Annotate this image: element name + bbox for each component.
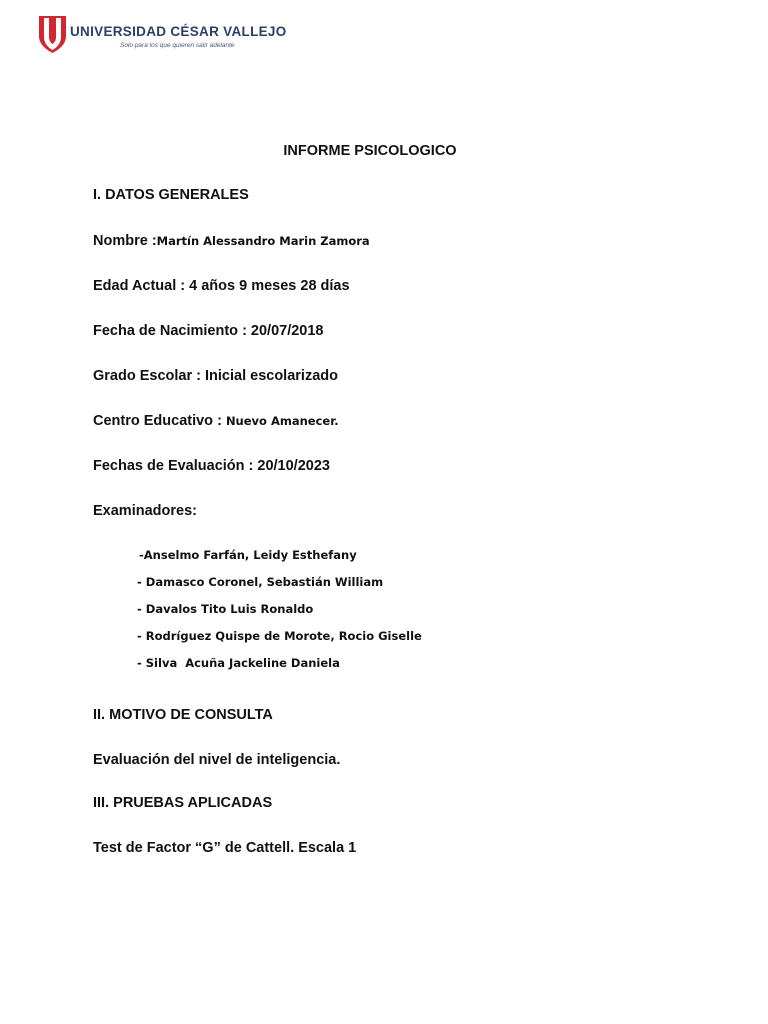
- fecha-nacimiento-line: Fecha de Nacimiento : 20/07/2018: [93, 323, 324, 339]
- centro-line: [93, 413, 339, 429]
- nombre-label: Nombre :: [93, 233, 157, 249]
- centro-label: Centro Educativo :: [93, 413, 226, 429]
- section2-heading: II. MOTIVO DE CONSULTA: [93, 707, 273, 723]
- nombre-line: [93, 233, 370, 249]
- section3-text: Test de Factor “G” de Cattell. Escala 1: [93, 840, 357, 856]
- section3-heading: III. PRUEBAS APLICADAS: [93, 795, 273, 811]
- examinadores-label: Examinadores:: [93, 503, 197, 519]
- section2-text: Evaluación del nivel de inteligencia.: [93, 752, 341, 768]
- examiner-item: - Damasco Coronel, Sebastián William: [137, 575, 384, 589]
- grado-line: Grado Escolar : Inicial escolarizado: [93, 368, 338, 384]
- report-title: INFORME PSICOLOGICO: [283, 143, 457, 159]
- nombre-value: Martín Alessandro Marin Zamora: [156, 234, 370, 248]
- examiner-item: - Silva Acuña Jackeline Daniela: [137, 656, 340, 670]
- fecha-evaluacion-line: Fechas de Evaluación : 20/10/2023: [93, 458, 330, 474]
- logo-name: UNIVERSIDAD CÉSAR VALLEJO: [70, 24, 287, 39]
- shield-icon: [38, 14, 68, 54]
- edad-line: Edad Actual : 4 años 9 meses 28 días: [93, 278, 350, 294]
- examiner-item: - Davalos Tito Luis Ronaldo: [137, 602, 314, 616]
- examiner-item: - Rodríguez Quispe de Morote, Rocio Giselle: [137, 629, 422, 643]
- examiner-item: -Anselmo Farfán, Leidy Esthefany: [139, 548, 357, 562]
- section1-heading: I. DATOS GENERALES: [93, 187, 249, 203]
- university-logo: [38, 14, 287, 54]
- centro-value: Nuevo Amanecer.: [225, 414, 339, 428]
- logo-tagline: Solo para los que quieren salir adelante: [120, 42, 235, 49]
